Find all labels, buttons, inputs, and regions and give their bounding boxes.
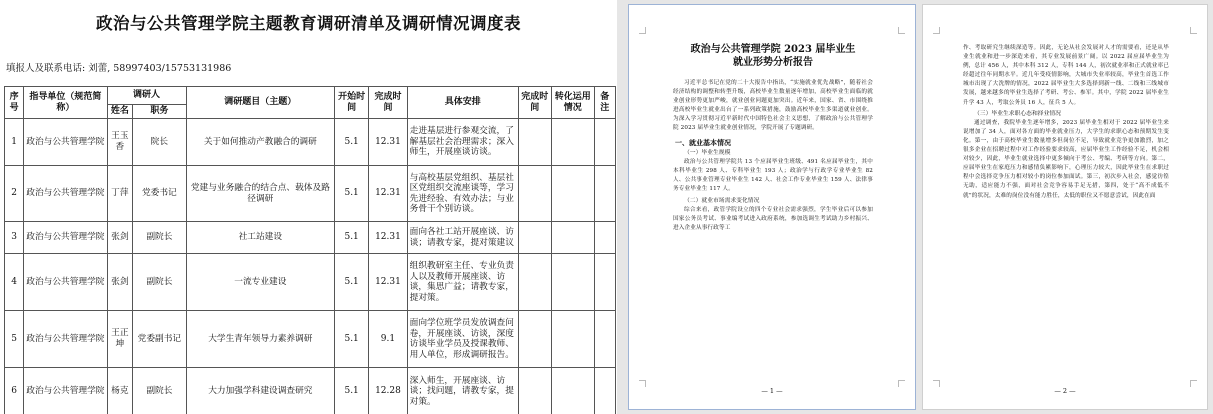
cell-start: 5.1 bbox=[335, 368, 369, 414]
report-title-line1: 政治与公共管理学院 2023 届毕业生 bbox=[690, 44, 856, 55]
contact-line: 填报人及联系电话: 刘蕾, 58997403/15753131986 bbox=[6, 63, 232, 74]
section-heading: 一、就业基本情况 bbox=[675, 137, 731, 147]
mindset-paragraph: 通过调查，我院毕业生逐年增多，2023 届毕业生相对于 2022 届毕业生来说增加了 34 人，面对各方面的毕业就业压力，大学生的求职心态和预期发生变化。第一，由于高校毕业生数量增多但岗位不足，导致就业竞争更加激烈，加之很多企业在招聘过程中对工作经验要求较高，应届毕业生工作经验不足，机会相对较少，因此，毕业生就业选择中更多倾向于考公、考编、考研等方向。第二，应届毕业生在家庭压力和感情负累影响下，心理压力较大，因此毕业生在求职过程中会选择竞争压力相对较小的岗位参加面试。第三，初次步入社会，感觉彷徨无助，适应能力不强，面对社会竞争容易手足无措，第四，处于“高不成低不就”的状况，太难的岗位没有能力胜任，太低的职位又不愿意尝试，因此在面 bbox=[963, 119, 1169, 199]
header-start: 开始时间 bbox=[335, 87, 369, 119]
cell-done bbox=[518, 119, 551, 166]
cell-topic: 关于如何推动产教融合的调研 bbox=[186, 119, 334, 166]
cell-topic: 大力加强学科建设调查研究 bbox=[186, 368, 334, 414]
report-page-1[interactable] bbox=[628, 4, 916, 410]
header-plan: 具体安排 bbox=[407, 87, 518, 119]
cell-use bbox=[551, 222, 594, 254]
cell-note bbox=[594, 222, 615, 254]
header-team: 调研人 bbox=[107, 87, 186, 105]
cell-name: 王正坤 bbox=[107, 311, 133, 368]
table-row bbox=[5, 119, 616, 166]
cell-done bbox=[518, 222, 551, 254]
cell-plan: 走进基层进行参观交流，了解基层社会治理需求；深入师生，开展座谈访谈。 bbox=[407, 119, 518, 166]
table-row bbox=[5, 254, 616, 311]
cell-post: 党委副书记 bbox=[133, 311, 186, 368]
table-row bbox=[5, 311, 616, 368]
crop-mark bbox=[933, 380, 940, 387]
cell-done bbox=[518, 166, 551, 222]
page-number: — 2 — bbox=[1054, 387, 1076, 395]
cell-post: 副院长 bbox=[133, 222, 186, 254]
cell-start: 5.1 bbox=[335, 222, 369, 254]
research-table bbox=[4, 86, 616, 414]
cell-use bbox=[551, 119, 594, 166]
cell-name: 丁萍 bbox=[107, 166, 133, 222]
report-title-line2: 就业形势分析报告 bbox=[733, 57, 813, 68]
subsection-heading: （一）毕业生规模 bbox=[684, 149, 731, 156]
header-post: 职务 bbox=[133, 105, 186, 119]
cell-end: 12.28 bbox=[369, 368, 407, 414]
header-name: 姓名 bbox=[107, 105, 133, 119]
crop-mark bbox=[898, 27, 905, 34]
cell-end: 12.31 bbox=[369, 254, 407, 311]
window-divider bbox=[617, 0, 628, 414]
table-row bbox=[5, 166, 616, 222]
cell-post: 院长 bbox=[133, 119, 186, 166]
cell-seq: 5 bbox=[5, 311, 24, 368]
cell-plan: 面向各社工站开展座谈、访谈；请教专家，提对策建议 bbox=[407, 222, 518, 254]
cell-topic: 一流专业建设 bbox=[186, 254, 334, 311]
cell-seq: 3 bbox=[5, 222, 24, 254]
cell-name: 张剑 bbox=[107, 254, 133, 311]
cell-start: 5.1 bbox=[335, 311, 369, 368]
subsection-heading: （二）就业市场需求变化情况 bbox=[684, 198, 760, 205]
cell-plan: 与高校基层党组织、基层社区党组织交流座谈等，学习先进经验、有效办法；与业务骨干个别访谈。 bbox=[407, 166, 518, 222]
cell-start: 5.1 bbox=[335, 254, 369, 311]
cell-note bbox=[594, 368, 615, 414]
cell-use bbox=[551, 166, 594, 222]
cell-end: 12.31 bbox=[369, 166, 407, 222]
cell-seq: 1 bbox=[5, 119, 24, 166]
header-org: 指导单位（规范简称） bbox=[24, 87, 107, 119]
header-note: 备注 bbox=[594, 87, 615, 119]
crop-mark bbox=[933, 27, 940, 34]
cell-org: 政治与公共管理学院 bbox=[24, 311, 107, 368]
cell-note bbox=[594, 254, 615, 311]
subsection-heading: （三）毕业生求职心态和择业情况 bbox=[974, 110, 1061, 117]
table-row bbox=[5, 222, 616, 254]
cell-post: 副院长 bbox=[133, 368, 186, 414]
cell-note bbox=[594, 119, 615, 166]
cell-use bbox=[551, 368, 594, 414]
header-topic: 调研题目（主题） bbox=[186, 87, 334, 119]
cell-use bbox=[551, 311, 594, 368]
cell-org: 政治与公共管理学院 bbox=[24, 368, 107, 414]
header-use: 转化运用情况 bbox=[551, 87, 594, 119]
cell-done bbox=[518, 254, 551, 311]
cell-done bbox=[518, 368, 551, 414]
cell-topic: 党建与业务融合的结合点、载体及路径调研 bbox=[186, 166, 334, 222]
cell-end: 12.31 bbox=[369, 222, 407, 254]
cell-start: 5.1 bbox=[335, 166, 369, 222]
cell-name: 张剑 bbox=[107, 222, 133, 254]
page-number: — 1 — bbox=[761, 387, 783, 395]
header-seq: 序号 bbox=[5, 87, 24, 119]
cell-use bbox=[551, 254, 594, 311]
cell-topic: 社工站建设 bbox=[186, 222, 334, 254]
crop-mark bbox=[1190, 27, 1197, 34]
scale-paragraph: 政治与公共管理学院共 13 个应届毕业生班级、491 名应届毕业生，其中本科毕业生 298 人、专科毕业生 193 人；政治学与行政学专业毕业生 82 人、公共事业管理专业毕业生 142 人、社会工作专业毕业生 159 人、法律事务专业毕业生 117 人。 bbox=[673, 158, 873, 192]
crop-mark bbox=[639, 27, 646, 34]
cell-org: 政治与公共管理学院 bbox=[24, 166, 107, 222]
cell-plan: 组织教研室主任、专业负责人以及教师开展座谈、访谈，集思广益；请教专家，提对策。 bbox=[407, 254, 518, 311]
header-end: 完成时间 bbox=[369, 87, 407, 119]
report-page-2[interactable] bbox=[922, 4, 1208, 410]
cell-name: 王玉香 bbox=[107, 119, 133, 166]
cell-start: 5.1 bbox=[335, 119, 369, 166]
continuation-paragraph: 作、考取研究生继续深造等。因此，无论从社会发展对人才的需要看，还是从毕业生就业和进一步深造来看，其专业发展前景广阔。以 2022 届应届毕业生为例，总计 456 人，其中本科 312 人，专科 144 人，初次就业率和正式就业率已经超过往年同期水平。近几年受疫情影响，大城市失业率较高，毕业生首选工作城市出现了大洗牌的情况，2022 届毕业生大多选择到新一线、二线和三线城市发展，越来越多的毕业生选择了考研、考公、参军。其中，学院 2022 届毕业生升学 43 人，考取公务员 16 人，征兵 5 人。 bbox=[963, 45, 1169, 106]
cell-name: 杨克 bbox=[107, 368, 133, 414]
cell-plan: 面向学位班学员发放调查问卷，开展座谈、访谈，深度访谈毕业学员及授课教师、用人单位，形成调研报告。 bbox=[407, 311, 518, 368]
cell-seq: 6 bbox=[5, 368, 24, 414]
cell-org: 政治与公共管理学院 bbox=[24, 254, 107, 311]
crop-mark bbox=[639, 380, 646, 387]
cell-note bbox=[594, 311, 615, 368]
document-title: 政治与公共管理学院主题教育调研清单及调研情况调度表 bbox=[96, 14, 521, 33]
cell-plan: 深入师生，开展座谈、访谈；找问题，请教专家，提对策。 bbox=[407, 368, 518, 414]
cell-seq: 2 bbox=[5, 166, 24, 222]
cell-post: 副院长 bbox=[133, 254, 186, 311]
cell-topic: 大学生青年领导力素养调研 bbox=[186, 311, 334, 368]
crop-mark bbox=[898, 380, 905, 387]
cell-post: 党委书记 bbox=[133, 166, 186, 222]
crop-mark bbox=[1190, 380, 1197, 387]
market-paragraph: 综合来看，政管学院设立的四个专业社会需求强烈，学生毕业后可以参加国家公务员考试、事业编考试进入政府系统，参加选调生考试助力乡村振兴、进入企业从事行政等工 bbox=[673, 207, 873, 232]
table-row bbox=[5, 368, 616, 414]
cell-end: 9.1 bbox=[369, 311, 407, 368]
header-done: 完成时间 bbox=[518, 87, 551, 119]
cell-done bbox=[518, 311, 551, 368]
cell-seq: 4 bbox=[5, 254, 24, 311]
cell-org: 政治与公共管理学院 bbox=[24, 222, 107, 254]
intro-paragraph: 习近平总书记在党的二十大报告中指出，“实施就业优先战略”，随着社会经济结构的调整和转型升级，高校毕业生数量逐年增加，高校毕业生面临的就业创业形势更加严峻，就业创业问题更加突出。近年来，国家、省、市围绕推进高校毕业生就业出台了一系列政策措施，鼓励高校毕业生多渠道就业创业。为深入学习贯彻习近平新时代中国特色社会主义思想，了解政治与公共管理学院 2023 届毕业生就业创业情况，学院开展了专题调研。 bbox=[673, 80, 873, 132]
cell-org: 政治与公共管理学院 bbox=[24, 119, 107, 166]
cell-note bbox=[594, 166, 615, 222]
cell-end: 12.31 bbox=[369, 119, 407, 166]
